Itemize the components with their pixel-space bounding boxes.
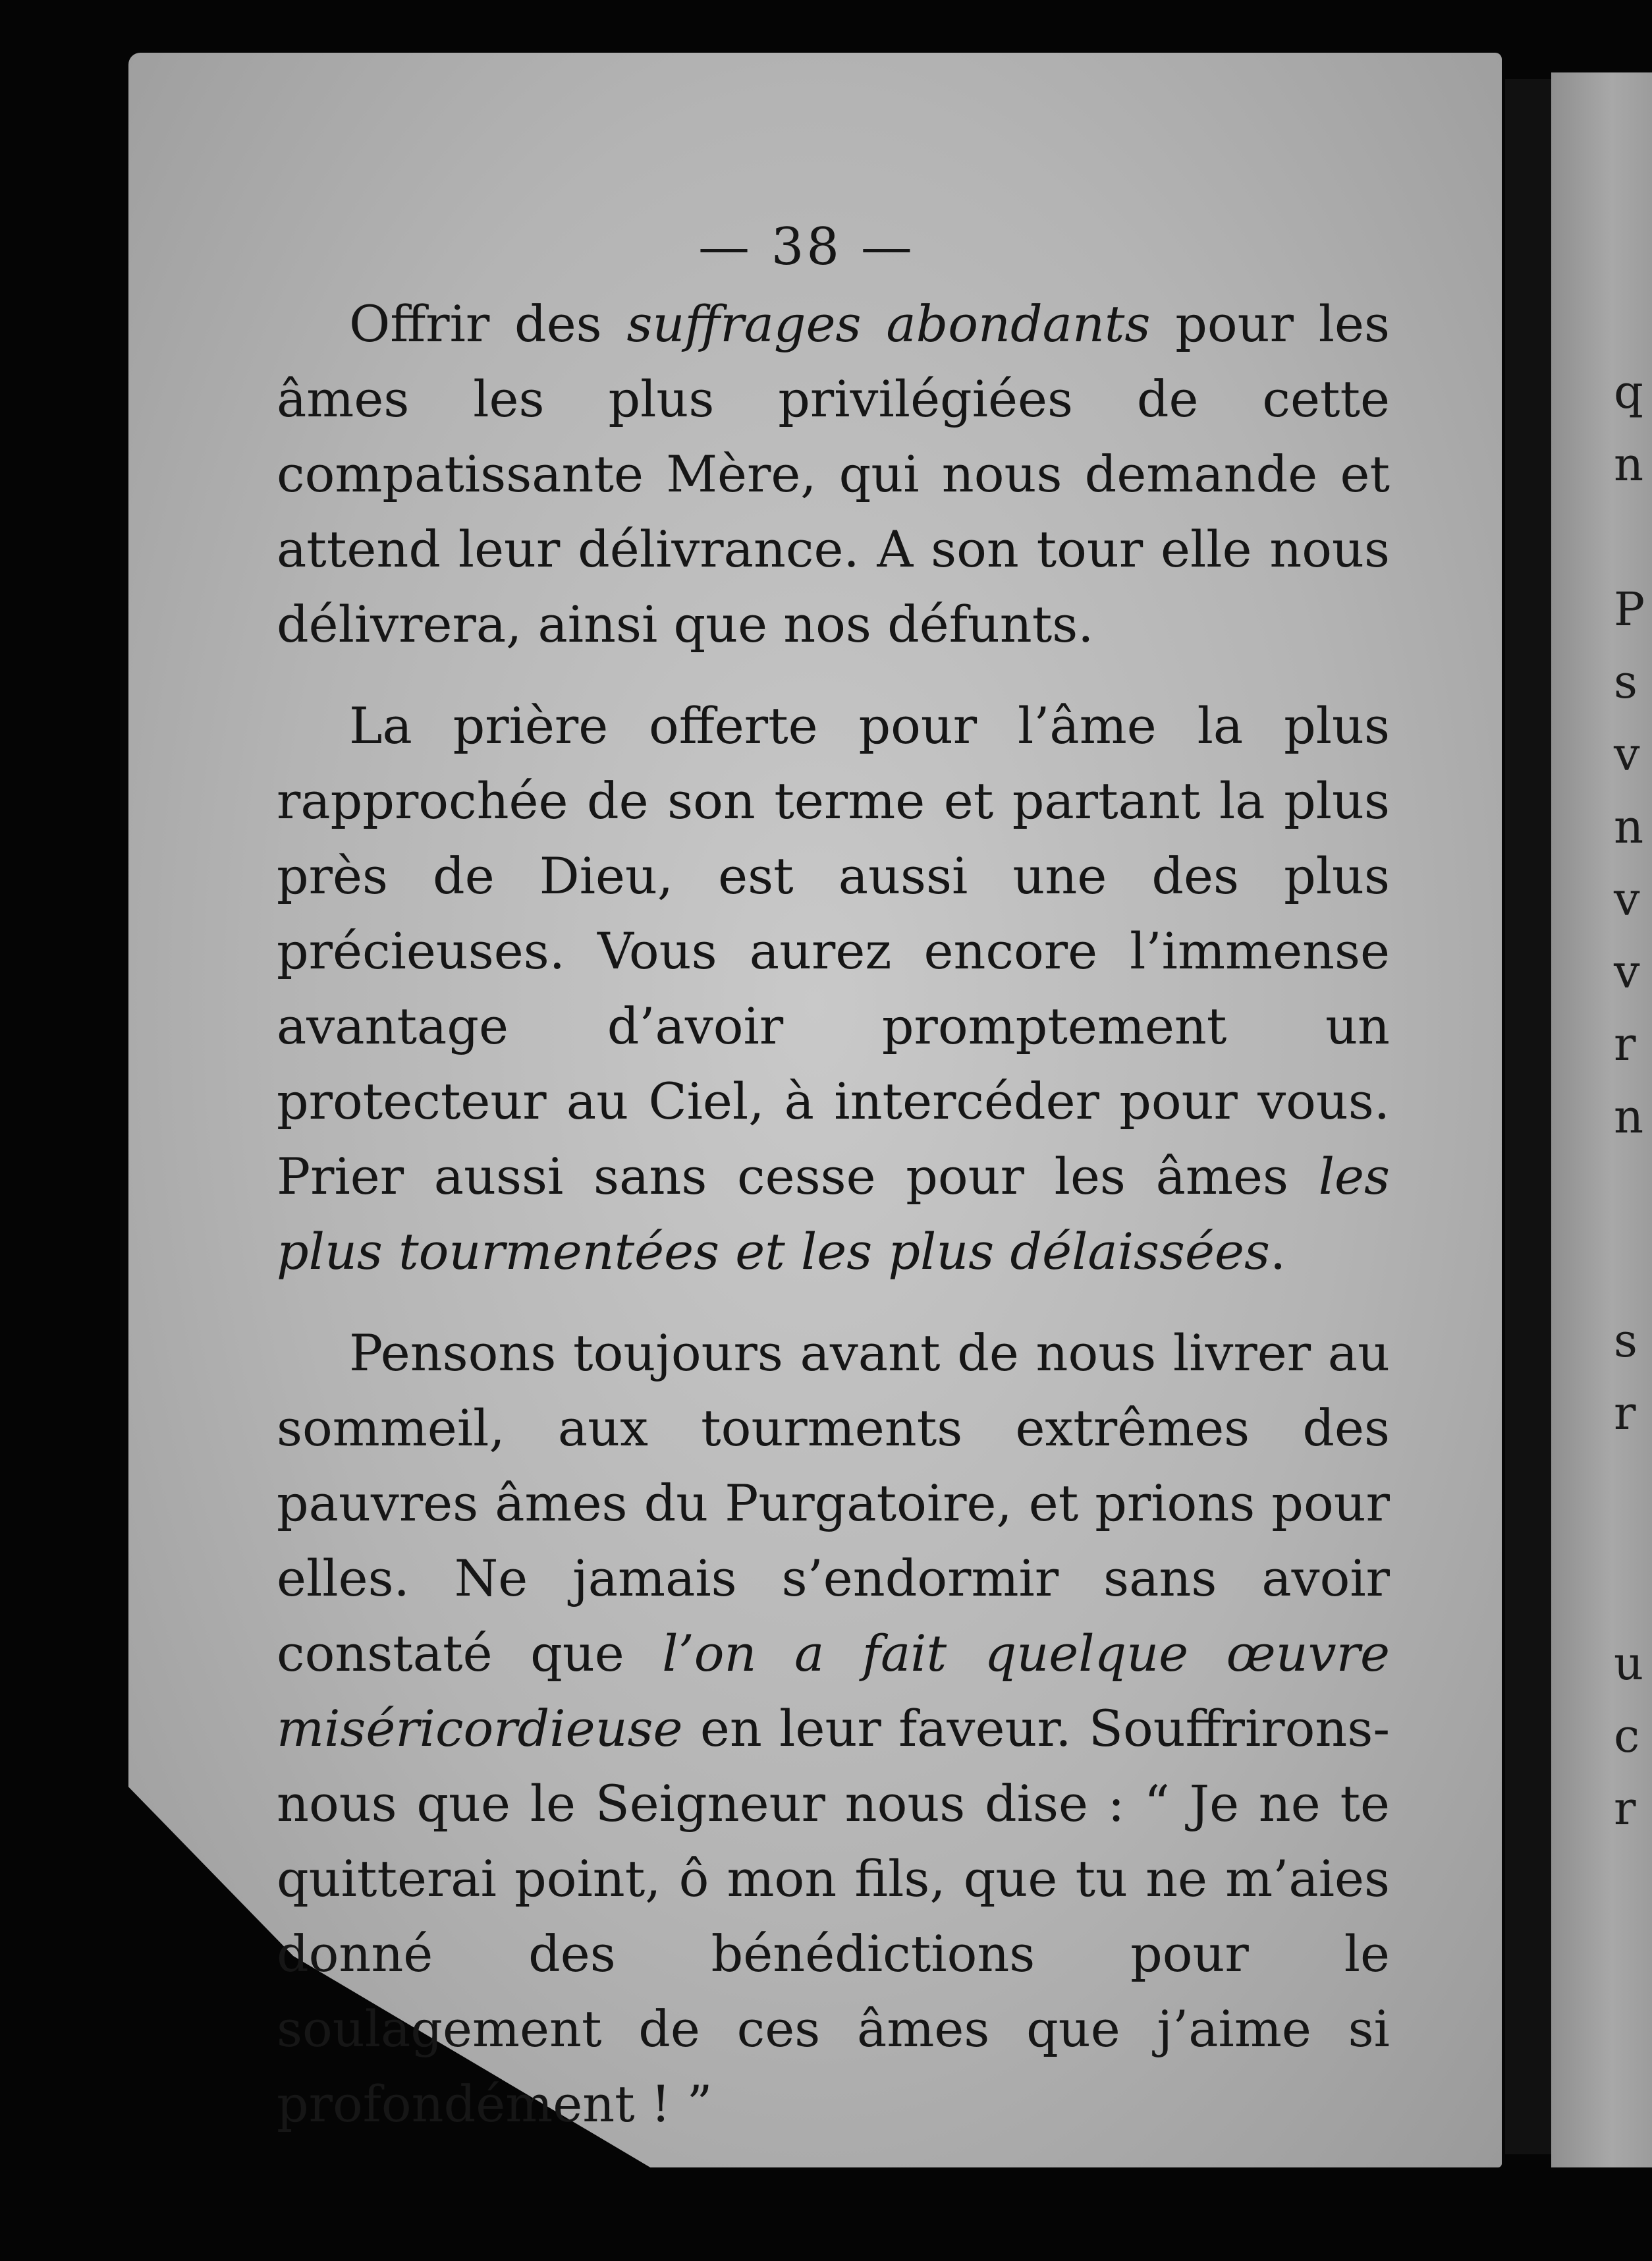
facing-fragment: s <box>1614 1314 1638 1368</box>
paragraph-text: La prière offerte pour l’âme la plus rapprochée de son terme et partant la plus près de Dieu, est aussi une des plus précieuses. Vous aurez encore l’immense avantage d’avoir promptement un protecteur au Ciel, à intercéder pour vous. Prier aussi sans cesse pour les âmes <box>277 696 1390 1206</box>
paragraph <box>277 287 1390 662</box>
facing-fragment: v <box>1614 727 1640 781</box>
paragraph-text: . <box>1269 1222 1286 1281</box>
facing-fragment: n <box>1614 437 1644 491</box>
book-gutter <box>1505 79 1551 2154</box>
facing-fragment: r <box>1614 1781 1636 1835</box>
facing-fragment: r <box>1614 1386 1636 1440</box>
page-number: — 38 — <box>698 217 915 277</box>
paragraph-text: Offrir des <box>349 294 627 353</box>
facing-fragment: n <box>1614 800 1644 854</box>
paragraph <box>277 688 1390 1289</box>
facing-fragment: r <box>1614 1017 1636 1071</box>
paragraph-text: pour les âmes les plus privilégiées de cette compatissante Mère, qui nous demande et attend leur délivrance. A son tour elle nous délivrera, ainsi que nos défunts. <box>277 294 1390 654</box>
paragraph <box>277 1316 1390 2142</box>
italic-phrase: les plus tourmentées et les plus délaissées <box>277 1147 1390 1281</box>
facing-fragment: n <box>1614 1090 1644 1144</box>
facing-fragment: s <box>1614 655 1638 709</box>
italic-phrase: l’on a fait quelque œuvre miséricordieuse <box>277 1624 1390 1758</box>
paragraph-text: Pensons toujours avant de nous livrer au sommeil, aux tourments extrêmes des pauvres âmes du Purgatoire, et prions pour elles. Ne jamais s’endormir sans avoir constaté que <box>277 1324 1390 1683</box>
italic-phrase: suffrages abondants <box>626 294 1151 353</box>
facing-fragment: P <box>1614 582 1645 636</box>
page-body <box>277 217 1390 2142</box>
facing-fragment: v <box>1614 872 1640 926</box>
facing-fragment: q <box>1614 365 1643 419</box>
facing-fragment: u <box>1614 1636 1644 1690</box>
facing-fragment: c <box>1614 1709 1640 1763</box>
facing-fragment: v <box>1614 945 1640 999</box>
paragraph-text: en leur faveur. Souffrirons-nous que le Seigneur nous dise : “ Je ne te quitterai point, ô mon fils, que tu ne m’aies donné des bénédictions pour le soulagement de ces âmes que j’aime si profondément ! ” <box>277 1699 1390 2133</box>
